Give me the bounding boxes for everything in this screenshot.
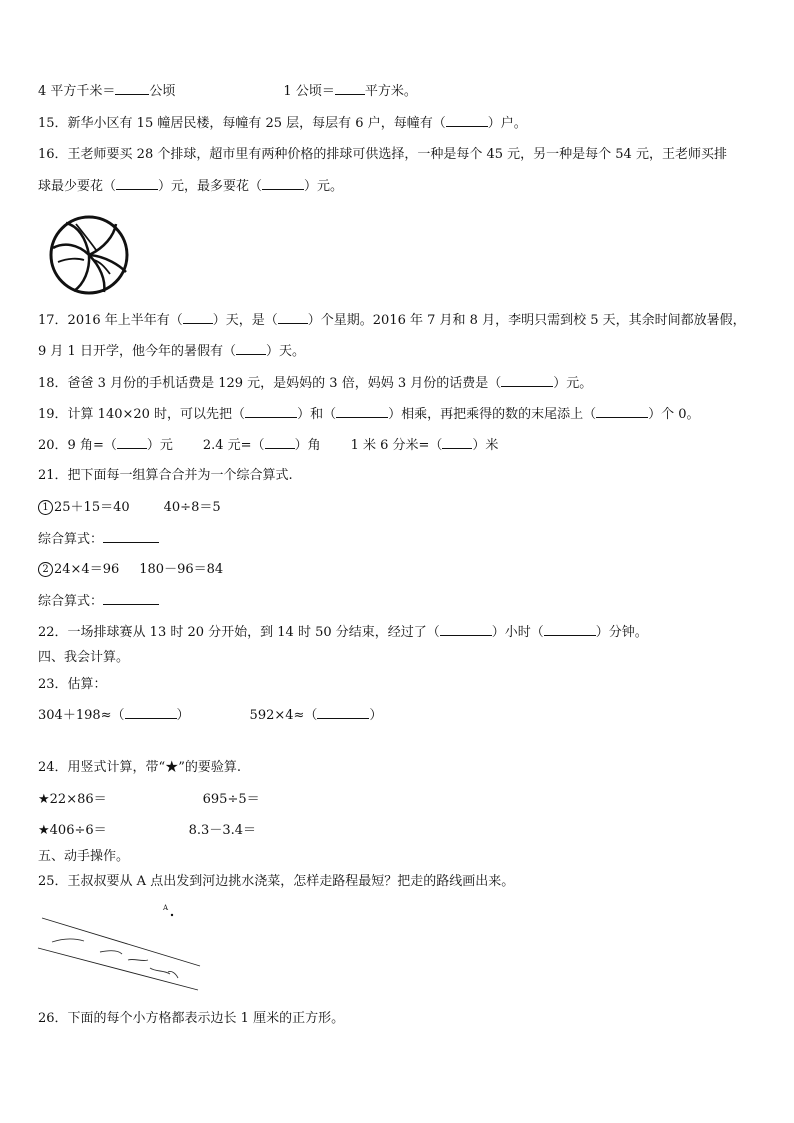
text: ）元，最多要花（ xyxy=(158,179,263,194)
text: ）个星期。2016 年 7 月和 8 月，李明只需到校 5 天，其余时间都放暑假， xyxy=(307,313,746,328)
text: 18．爸爸 3 月份的手机话费是 129 元，是妈妈的 3 倍，妈妈 3 月份的话费是（ xyxy=(38,376,502,391)
text: ）分钟。 xyxy=(595,625,648,640)
question-22 xyxy=(38,623,648,642)
text: 25＋15＝40 xyxy=(54,500,130,515)
answer-blank[interactable] xyxy=(544,623,596,636)
answer-blank[interactable] xyxy=(117,436,147,449)
question-23 xyxy=(38,676,107,694)
question-20 xyxy=(38,436,498,455)
circled-number: 2 xyxy=(38,562,53,577)
question-19 xyxy=(38,405,700,424)
answer-blank[interactable] xyxy=(501,374,553,387)
answer-blank[interactable] xyxy=(183,311,213,324)
text: 22．一场排球赛从 13 时 20 分开始，到 14 时 50 分结束，经过了（ xyxy=(38,625,440,640)
text: ） xyxy=(176,708,190,723)
text: ）元。 xyxy=(553,376,593,391)
text: ）户。 xyxy=(487,116,527,131)
question-24 xyxy=(38,759,241,777)
text: 四、我会计算。 xyxy=(38,650,130,665)
section-5-heading xyxy=(38,848,129,866)
text: 23．估算： xyxy=(38,677,107,692)
point-a-label: A xyxy=(163,904,169,912)
question-17-line-1 xyxy=(38,311,746,330)
answer-blank[interactable] xyxy=(317,706,369,719)
text: 24×4＝96 xyxy=(54,562,120,577)
answer-blank[interactable] xyxy=(115,82,149,95)
text: 21．把下面每一组算合合并为一个综合算式. xyxy=(38,468,293,483)
question-21-answer-1 xyxy=(38,530,159,549)
circled-number: 1 xyxy=(38,500,53,515)
answer-blank[interactable] xyxy=(116,177,158,190)
text: 球最少要花（ xyxy=(38,179,117,194)
text: 平方米。 xyxy=(364,84,417,99)
answer-blank[interactable] xyxy=(442,436,472,449)
question-21-group-2 xyxy=(38,561,223,579)
text: ）元 xyxy=(146,438,173,453)
question-21 xyxy=(38,467,293,485)
text: ）个 0。 xyxy=(648,407,700,422)
text: ）元。 xyxy=(304,179,344,194)
answer-blank[interactable] xyxy=(335,82,365,95)
question-21-answer-2 xyxy=(38,592,159,611)
text: ）米 xyxy=(472,438,499,453)
answer-blank[interactable] xyxy=(336,405,388,418)
text: 8.3－3.4＝ xyxy=(188,823,256,838)
question-24-row-2 xyxy=(38,822,256,840)
text: 1 米 6 分米=（ xyxy=(350,438,443,453)
question-21-group-1 xyxy=(38,499,221,517)
answer-blank[interactable] xyxy=(278,311,308,324)
text: 20．9 角=（ xyxy=(38,438,117,453)
text: 16．王老师要买 28 个排球，超市里有两种价格的排球可供选择，一种是每个 45 元，另一种是每个 54 元，王老师买排 xyxy=(38,147,727,162)
text: ）角 xyxy=(294,438,321,453)
text: 4 平方千米＝ xyxy=(38,84,116,99)
text: 19．计算 140×20 时，可以先把（ xyxy=(38,407,246,422)
text: 40÷8＝5 xyxy=(163,500,221,515)
question-16-line-1 xyxy=(38,146,727,164)
river-figure xyxy=(30,898,210,994)
question-24-row-1 xyxy=(38,791,260,809)
answer-blank[interactable] xyxy=(103,592,159,605)
answer-blank[interactable] xyxy=(262,177,304,190)
answer-blank[interactable] xyxy=(446,114,488,127)
question-17-line-2 xyxy=(38,342,305,361)
answer-blank[interactable] xyxy=(265,436,295,449)
question-25 xyxy=(38,873,514,891)
text: ）天。 xyxy=(265,344,305,359)
text: 2.4 元=（ xyxy=(202,438,265,453)
answer-blank[interactable] xyxy=(103,530,159,543)
point-a-dot xyxy=(171,914,173,916)
text: 695÷5＝ xyxy=(202,792,260,807)
text: ★22×86＝ xyxy=(38,792,107,807)
text: 综合算式： xyxy=(38,594,104,609)
text: 304＋198≈（ xyxy=(38,708,125,723)
text: 25．王叔叔要从 A 点出发到河边挑水浇菜，怎样走路程最短？把走的路线画出来。 xyxy=(38,874,515,889)
text: 15．新华小区有 15 幢居民楼，每幢有 25 层，每层有 6 户，每幢有（ xyxy=(38,116,446,131)
section-4-heading xyxy=(38,649,129,667)
text: 26．下面的每个小方格都表示边长 1 厘米的正方形。 xyxy=(38,1011,345,1026)
text: 17．2016 年上半年有（ xyxy=(38,313,183,328)
volleyball-icon xyxy=(48,214,130,296)
text: 180－96＝84 xyxy=(139,562,224,577)
text: 9 月 1 日开学，他今年的暑假有（ xyxy=(38,344,236,359)
question-15 xyxy=(38,114,527,133)
answer-blank[interactable] xyxy=(596,405,648,418)
question-23-items xyxy=(38,706,382,725)
text: 综合算式： xyxy=(38,532,104,547)
question-16-line-2 xyxy=(38,177,343,196)
text: ） xyxy=(369,708,383,723)
answer-blank[interactable] xyxy=(125,706,177,719)
answer-blank[interactable] xyxy=(236,342,266,355)
answer-blank[interactable] xyxy=(440,623,492,636)
text: 1 公顷＝ xyxy=(283,84,335,99)
answer-blank[interactable] xyxy=(245,405,297,418)
text: ）小时（ xyxy=(491,625,544,640)
question-26 xyxy=(38,1010,344,1028)
text: 公顷 xyxy=(149,84,176,99)
text: ）天，是（ xyxy=(212,313,278,328)
text: ）相乘，再把乘得的数的末尾添上（ xyxy=(388,407,597,422)
question-18 xyxy=(38,374,592,393)
text: 五、动手操作。 xyxy=(38,849,130,864)
text: 24．用竖式计算，带“★”的要验算. xyxy=(38,760,241,775)
text: ）和（ xyxy=(297,407,337,422)
text: 592×4≈（ xyxy=(249,708,318,723)
text: ★406÷6＝ xyxy=(38,823,107,838)
unit-conversion-line xyxy=(38,82,417,101)
